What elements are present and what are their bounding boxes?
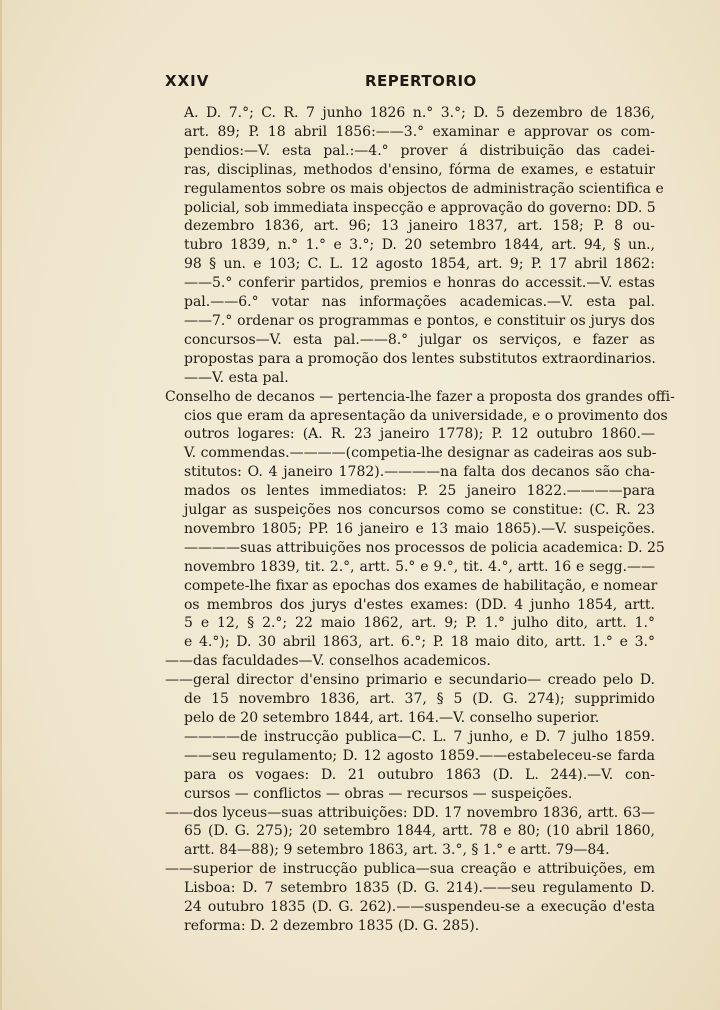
text-line: tubro 1839, n.° 1.° e 3.°; D. 20 setembro 1844, art. 94, § un.,	[184, 237, 655, 254]
text-line: outros logares: (A. R. 23 janeiro 1778); P. 12 outubro 1860.—	[184, 426, 655, 443]
text-line: 24 outubro 1835 (D. G. 262).——suspendeu-se a execução d'esta	[184, 899, 655, 916]
text-line: V. commendas.————(competia-lhe designar as cadeiras aos sub-	[184, 445, 657, 462]
page-header	[165, 72, 653, 96]
text-line: os membros dos jurys d'estes exames: (DD. 4 junho 1854, artt.	[184, 596, 655, 613]
text-line: para os vogaes: D. 21 outubro 1863 (D. L. 244).—V. con-	[184, 766, 655, 783]
text-line: ——seu regulamento; D. 12 agosto 1859.——estabeleceu-se farda	[184, 747, 655, 764]
text-line: stitutos: O. 4 janeiro 1782).————na falta dos decanos são cha-	[184, 464, 655, 481]
text-line: ——5.° conferir partidos, premios e honras do accessit.—V. estas	[184, 275, 655, 292]
text-line: A. D. 7.°; C. R. 7 junho 1826 n.° 3.°; D. 5 dezembro de 1836,	[184, 105, 655, 121]
text-line: reforma: D. 2 dezembro 1835 (D. G. 285).	[184, 917, 480, 934]
entry-continuation	[165, 104, 664, 388]
entry-das-faculdades	[165, 652, 655, 671]
text-line: de 15 novembro 1836, art. 37, § 5 (D. G. 274); supprimido	[184, 691, 655, 708]
text-line: regulamentos sobre os mais objectos de administração scientifica e	[184, 180, 664, 197]
text-line: policial, sob immediata inspecção e approvação do governo: DD. 5	[184, 199, 656, 216]
text-line: ————suas attribuições nos processos de policia academica: D. 25	[184, 539, 665, 556]
text-line: pelo de 20 setembro 1844, art. 164.—V. conselho superior.	[184, 710, 600, 726]
text-line: ——V. esta pal.	[184, 369, 289, 386]
text-line: 5 e 12, § 2.°; 22 maio 1862, art. 9; P. 1.° julho dito, artt. 1.°	[184, 615, 655, 632]
running-title: REPERTORIO	[365, 72, 477, 90]
text-line: e 4.°); D. 30 abril 1863, art. 6.°; P. 18 maio dito, artt. 1.° e 3.°	[184, 634, 655, 651]
text-line: art. 89; P. 18 abril 1856:——3.° examinar e approvar os com-	[184, 123, 655, 140]
text-line: concursos—V. esta pal.——8.° julgar os serviços, e fazer as	[184, 331, 655, 348]
text-line: 98 § un. e 103; C. L. 12 agosto 1854, art. 9; P. 17 abril 1862:	[184, 256, 655, 273]
text-line: compete-lhe fixar as epochas dos exames de habilitação, e nomear	[184, 577, 658, 594]
text-line: mados os lentes immediatos: P. 25 janeiro 1822.————para	[184, 483, 655, 500]
text-line: pendios:—V. esta pal.:—4.° prover á distribuição das cadei-	[184, 142, 655, 159]
text-line: propostas para a promoção dos lentes substitutos extraordinarios.	[184, 350, 656, 367]
entry-headline: ——geral director d'ensino primario e secundario— creado pelo D.	[165, 672, 655, 689]
text-line: cios que eram da apresentação da universidade, e o provimento dos	[184, 407, 668, 424]
text-line: cursos — conflictos — obras — recursos — suspeições.	[184, 785, 573, 802]
entry-headline: ——dos lyceus—suas attribuições: DD. 17 novembro 1836, artt. 63—	[165, 804, 655, 821]
text-line: novembro 1805; PP. 16 janeiro e 13 maio 1865).—V. suspeições.	[184, 520, 655, 537]
text-line: julgar as suspeições nos concursos como se constitue: (C. R. 23	[184, 502, 655, 519]
text-line: 65 (D. G. 275); 20 setembro 1844, artt. 78 e 80; (10 abril 1860,	[184, 823, 655, 840]
text-line: artt. 84—88); 9 setembro 1863, art. 3.°, § 1.° e artt. 79—84.	[184, 842, 610, 859]
entry-conselho-de-decanos	[165, 388, 675, 653]
entry-superior-de-instruccao	[165, 860, 655, 936]
page-body	[165, 104, 675, 936]
entry-headline: ————de instrucção publica—C. L. 7 junho, e D. 7 julho 1859.	[184, 728, 655, 745]
entry-headline: ——superior de instrucção publica—sua creação e attribuições, em	[165, 861, 655, 878]
entry-geral-director	[165, 671, 655, 728]
text-line: Lisboa: D. 7 setembro 1835 (D. G. 214).——seu regulamento D.	[184, 880, 655, 897]
text-line: novembro 1839, tit. 2.°, artt. 5.° e 9.°, tit. 4.°, artt. 16 e segg.——	[184, 558, 655, 575]
text-line: pal.——6.° votar nas informações academicas.—V. esta pal.	[184, 294, 655, 311]
text-line: ras, disciplinas, methodos d'ensino, fórma de exames, e estatuir	[184, 161, 655, 178]
text-line: dezembro 1836, art. 96; 13 janeiro 1837, art. 158; P. 8 ou-	[184, 218, 655, 235]
entry-headline: Conselho de decanos — pertencia-lhe fazer a proposta dos grandes offi-	[165, 388, 675, 405]
text-line: ——7.° ordenar os programmas e pontos, e constituir os jurys dos	[184, 312, 655, 329]
entry-headline: ——das faculdades—V. conselhos academicos.	[165, 653, 491, 670]
entry-de-instruccao-publica	[165, 728, 655, 804]
page-folio: XXIV	[165, 72, 210, 90]
entry-dos-lyceus	[165, 804, 655, 861]
